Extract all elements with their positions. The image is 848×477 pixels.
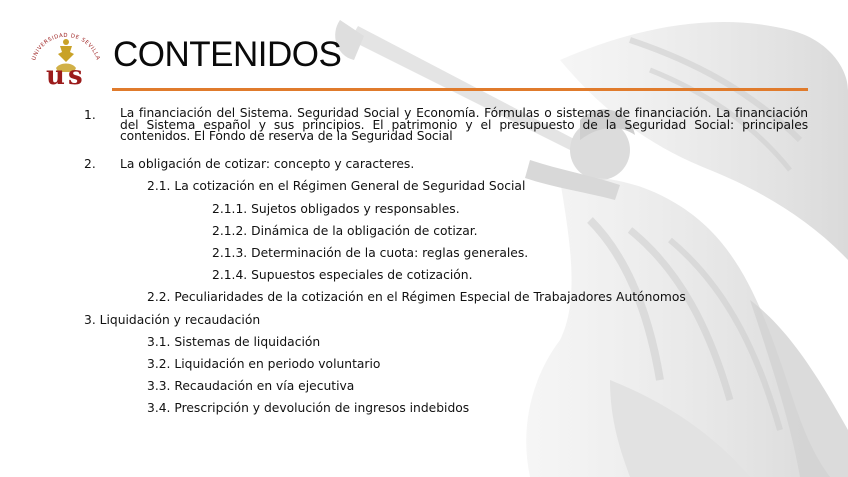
svg-text:u: u [46,61,65,91]
item-2-number: 2. [84,157,96,171]
item-1-text: La financiación del Sistema. Seguridad Social y Economía. Fórmulas o sistemas de financiación. La financiación del Sistema español y sus principios. El patrimonio y el presupuesto de la Seguridad Social: principales contenidos. El Fondo de reserva de la Seguridad Social [120,106,808,143]
item-3-4: 3.4. Prescripción y devolución de ingresos indebidos [147,401,470,415]
item-3: 3. Liquidación y recaudación [84,313,261,327]
slide-title: CONTENIDOS [113,35,342,74]
item-3-3: 3.3. Recaudación en vía ejecutiva [147,379,355,393]
item-2-1-3: 2.1.3. Determinación de la cuota: reglas generales. [212,246,529,260]
svg-text:s: s [68,61,83,91]
svg-text:UNIVERSIDAD DE SEVILLA: UNIVERSIDAD DE SEVILLA [31,32,101,62]
item-2-1-4: 2.1.4. Supuestos especiales de cotización. [212,268,473,282]
item-2-2: 2.2. Peculiaridades de la cotización en el Régimen Especial de Trabajadores Autónomos [147,290,686,304]
item-2-1: 2.1. La cotización en el Régimen General de Seguridad Social [147,179,526,193]
item-3-2: 3.2. Liquidación en periodo voluntario [147,357,381,371]
item-2-text: La obligación de cotizar: concepto y caracteres. [120,157,415,171]
item-2-1-1: 2.1.1. Sujetos obligados y responsables. [212,202,460,216]
item-2-1-2: 2.1.2. Dinámica de la obligación de cotizar. [212,224,478,238]
item-1-number: 1. [84,108,96,122]
item-3-1: 3.1. Sistemas de liquidación [147,335,321,349]
